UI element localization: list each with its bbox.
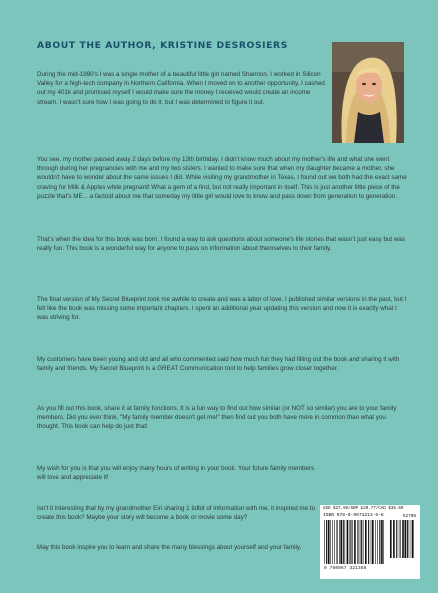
isbn-text: ISBN 978-0-9673213-5-6 (323, 513, 384, 518)
paragraph-grandmother: Isn't it interesting that by my grandmother Eiri sharing 1 tidbit of information with me, it inspired me to create this book? Maybe your story will become a book or movie some day? (37, 505, 316, 522)
paragraph-mother: You see, my mother passed away 2 days before my 13th birthday. I didn't know much about my mother's life and what she went through during her pregnancies with me and my two sisters. I wanted to make sure that when my daughter became a mother, she wouldn't have to wonder about the same issues I did. While visiting my grandmother in Texas, I found out we both had the exact same craving for Milk & Apples while pregnant! What a gem of a find, but not really important in itself. This is just another little piece of the puzzle that's ME... a factoid about me that someday my little girl would love to know and pass down from generation to generation. (37, 156, 407, 200)
paragraph-closing: May this book inspire you to learn and share the many blessings about yourself and your family. (37, 544, 302, 551)
addon-digits: 52799 (402, 514, 416, 519)
paragraph-final-version: The final version of My Secret Blueprint took me awhile to create and was a labor of love. I published similar versions in the past, but I felt like the book was missing some important chapters. I spent an additional year updating this version and now it is exactly what I was striving for. (37, 296, 407, 322)
addon-barcode-icon (389, 520, 415, 558)
paragraph-intro: During the mid-1990's I was a single mother of a beautiful little girl named Shannon. I worked in Silicon Valley for a high-tech company in Northern California. When I moved on to another opportunity, I cashed out my 401k and promised myself I would make sure the money I received would create an income stream. I wasn't sure how I was going to do it, but I was determined to figure it out. (37, 71, 325, 106)
author-photo (332, 42, 404, 143)
barcode-digits: 9 780967 321356 (324, 566, 367, 571)
barcode-label (320, 505, 420, 579)
barcode-icon (323, 520, 387, 564)
paragraph-idea: That's when the idea for this book was born. I found a way to ask questions about someone's life stories that wasn't just easy but was really fun. This book is a wonderful way for anyone to pass on information about themselves to their family. (37, 236, 406, 253)
author-portrait-icon (332, 42, 404, 143)
paragraph-share: As you fill out this book, share it at family functions. It is a fun way to find out how similar (or NOT so similar) you are to your family members. Did you ever think, "My family member doesn't get me!" then find out you both have more in common than what you thought. This book can help do just that! (37, 405, 397, 431)
paragraph-wish: My wish for you is that you will enjoy many hours of writing in your book. Your future family members will love and appreciate it! (37, 465, 315, 482)
paragraph-customers: My customers have been young and old and all who commented said how much fun they had filling out the book and sharing it with family and friends. My Secret Blueprint is a GREAT Communication tool to help families grow closer together. (37, 356, 400, 373)
price-text: USD $27.99/GBP £20.77/CAD $35.69 (323, 507, 404, 511)
page-title: ABOUT THE AUTHOR, KRISTINE DESROSIERS (37, 40, 288, 51)
